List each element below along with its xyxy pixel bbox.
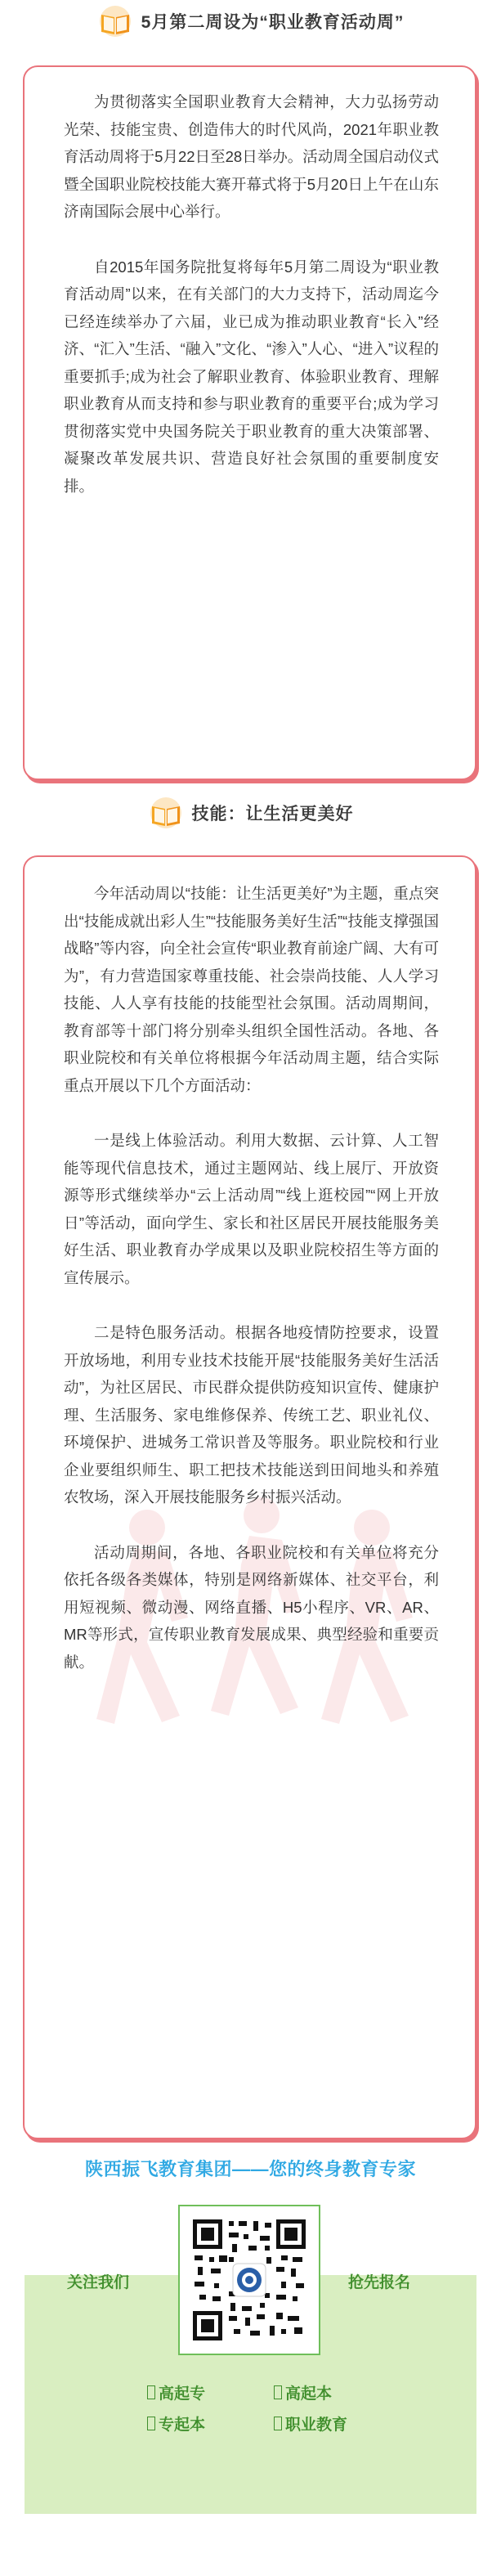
checkbox-icon [147, 2417, 155, 2430]
section2-title: 技能：让生活更美好 [191, 805, 354, 824]
open-book-icon [148, 797, 184, 829]
section2-paragraph: 二是特色服务活动。根据各地疫情防控要求，设置开放场地，利用专业技术技能开展“技能服务美好生活活动”，为社区居民、市民群众提供防疫知识宣传、健康护理、生活服务、家电维修保养、传统工艺、职业礼仪、环境保护、进城务工常识普及等服务。职业院校和行业企业要组织师生、职工把技术技能送到田间地头和养殖农牧场，深入开展技能服务乡村振兴活动。 [64, 1324, 439, 1506]
section2-paragraph: 活动周期间，各地、各职业院校和有关单位将充分依托各级各类媒体，特别是网络新媒体、社交平台，利用短视频、微动漫、网络直播、H5小程序、VR、AR、MR等形式，宣传职业教育发展成果、典型经验和重要贡献。 [64, 1543, 439, 1671]
link-label: 高起专 [159, 2385, 206, 2403]
register-now-label: 抢先报名 [348, 2274, 411, 2291]
checkbox-icon [274, 2417, 282, 2430]
section1-heading [0, 5, 501, 38]
section2-card [23, 855, 476, 2139]
follow-us-label: 关注我们 [67, 2274, 130, 2291]
link-zhuanqiben[interactable] [147, 2412, 205, 2435]
open-book-icon [97, 5, 133, 38]
section1-paragraph: 自2015年国务院批复将每年5月第二周设为“职业教育活动周”以来，在有关部门的大力支持下，活动周迄今已经连续举办了六届，业已成为推动职业教育“长入”经济、“汇入”生活、“融入”文化、“渗入”人心、“进入”议程的重要抓手;成为社会了解职业教育、体验职业教育、理解职业教育从而支持和参与职业教育的重要平台;成为学习贯彻落实党中央国务院关于职业教育的重大决策部署、凝聚改革发展共识、营造良好社会氛围的重要制度安排。 [64, 258, 439, 495]
section1-paragraph: 为贯彻落实全国职业教育大会精神，大力弘扬劳动光荣、技能宝贵、创造伟大的时代风尚，2021年职业教育活动周将于5月22日至28日举办。活动周全国启动仪式暨全国职业院校技能大赛开幕式将于5月20日上午在山东济南国际会展中心举行。 [64, 93, 439, 220]
checkbox-icon [274, 2385, 282, 2399]
section2-paragraph: 今年活动周以“技能：让生活更美好”为主题，重点突出“技能成就出彩人生”“技能服务美好生活”“技能支撑强国战略”等内容，向全社会宣传“职业教育前途广阔、大有可为”，有力营造国家尊重技能、社会崇尚技能、人人学习技能、人人享有技能的技能型社会氛围。活动周期间，教育部等十部门将分别牵头组织全国性活动。各地、各职业院校和有关单位将根据今年活动周主题，结合实际重点开展以下几个方面活动： [64, 885, 439, 1094]
link-label: 高起本 [285, 2385, 333, 2403]
section1-card [23, 65, 476, 780]
section1-title: 5月第二周设为“职业教育活动周” [141, 13, 405, 32]
checkbox-icon [147, 2385, 155, 2399]
qr-code[interactable] [178, 2205, 320, 2355]
section2-heading [0, 797, 501, 829]
link-gaoqiben[interactable] [274, 2381, 332, 2403]
link-zhiyejiaoyu[interactable] [274, 2412, 347, 2435]
link-label: 职业教育 [285, 2417, 348, 2434]
qr-code-icon [191, 2218, 307, 2342]
link-label: 专起本 [159, 2417, 206, 2434]
footer-title: 陕西振飞教育集团——您的终身教育专家 [84, 2159, 416, 2179]
section2-paragraph: 一是线上体验活动。利用大数据、云计算、人工智能等现代信息技术，通过主题网站、线上展厅、开放资源等形式继续举办“云上活动周”“线上逛校园”“网上开放日”等活动，面向学生、家长和社区居民开展技能服务美好生活、职业教育办学成果以及职业院校招生等方面的宣传展示。 [64, 1132, 439, 1286]
link-gaoqizhuan[interactable] [147, 2381, 205, 2403]
